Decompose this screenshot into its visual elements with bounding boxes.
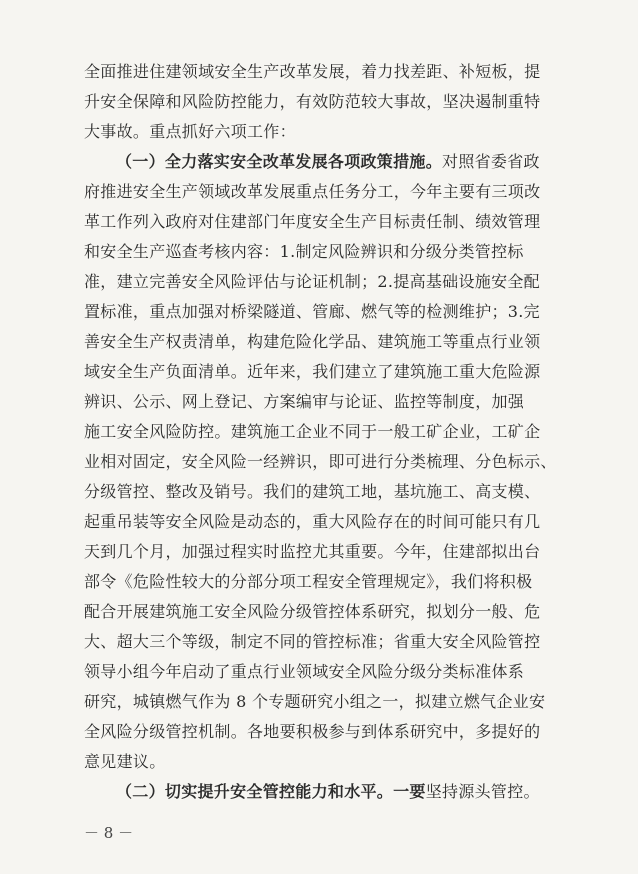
section1-line-6: 置标准，重点加强对桥梁隧道、管廊、燃气等的检测维护；3.完 — [84, 302, 540, 321]
section1-line-20: 全风险分级管控机制。各地要积极参与到体系研究中，多提好的 — [84, 722, 541, 741]
section2-rest: 坚持源头管控。 — [425, 782, 540, 801]
intro-line-2: 升安全保障和风险防控能力，有效防范较大事故，坚决遏制重特 — [84, 92, 541, 111]
section1-heading: （一）全力落实安全改革发展各项政策措施。 — [116, 152, 443, 171]
section1-line-9: 辨识、公示、网上登记、方案编审与论证、监控等制度，加强 — [84, 392, 525, 411]
section1-line-8: 域安全生产负面清单。近年来，我们建立了建筑施工重大危险源 — [84, 362, 541, 381]
section1-line-1-rest: 对照省委省政 — [442, 152, 540, 171]
section1-line-19: 研究，城镇燃气作为 8 个专题研究小组之一，拟建立燃气企业安 — [84, 692, 546, 711]
page-number: － 8 － — [84, 824, 134, 842]
section1-line-4: 和安全生产巡查考核内容：1.制定风险辨识和分级分类管控标 — [84, 242, 524, 261]
section1-line-2: 府推进安全生产领域改革发展重点任务分工，今年主要有三项改 — [84, 182, 541, 201]
section1-line-15: 部令《危险性较大的分部分项工程安全管理规定》，我们将积极 — [84, 572, 533, 591]
section1-line-18: 领导小组今年启动了重点行业领域安全风险分级分类标准体系 — [84, 662, 525, 681]
section1-line-13: 起重吊装等安全风险是动态的，重大风险存在的时间可能只有几 — [84, 512, 541, 531]
section2-heading: （二）切实提升安全管控能力和水平。 — [116, 782, 394, 801]
section1-line-17: 大、超大三个等级，制定不同的管控标准；省重大安全风险管控 — [84, 632, 541, 651]
section2-lead: 一要 — [393, 782, 426, 801]
section1-line-3: 革工作列入政府对住建部门年度安全生产目标责任制、绩效管理 — [84, 212, 541, 231]
section1-line-1 — [116, 152, 540, 172]
section1-line-10: 施工安全风险防控。建筑施工企业不同于一般工矿企业，工矿企 — [84, 422, 541, 441]
section1-line-14: 天到几个月，加强过程实时监控尤其重要。今年，住建部拟出台 — [84, 542, 541, 561]
section2-line-1 — [116, 782, 540, 802]
section1-line-7: 善安全生产权责清单，构建危险化学品、建筑施工等重点行业领 — [84, 332, 541, 351]
section1-line-5: 准，建立完善安全风险评估与论证机制；2.提高基础设施安全配 — [84, 272, 540, 291]
section1-line-11: 业相对固定，安全风险一经辨识，即可进行分类梳理、分色标示、 — [84, 452, 557, 471]
intro-line-1: 全面推进住建领域安全生产改革发展，着力找差距、补短板，提 — [84, 62, 541, 81]
intro-line-3: 大事故。重点抓好六项工作： — [84, 122, 296, 141]
section1-line-16: 配合开展建筑施工安全风险分级管控体系研究，拟划分一般、危 — [84, 602, 541, 621]
section1-line-12: 分级管控、整改及销号。我们的建筑工地，基坑施工、高支模、 — [84, 482, 541, 501]
section1-line-21: 意见建议。 — [84, 752, 166, 771]
